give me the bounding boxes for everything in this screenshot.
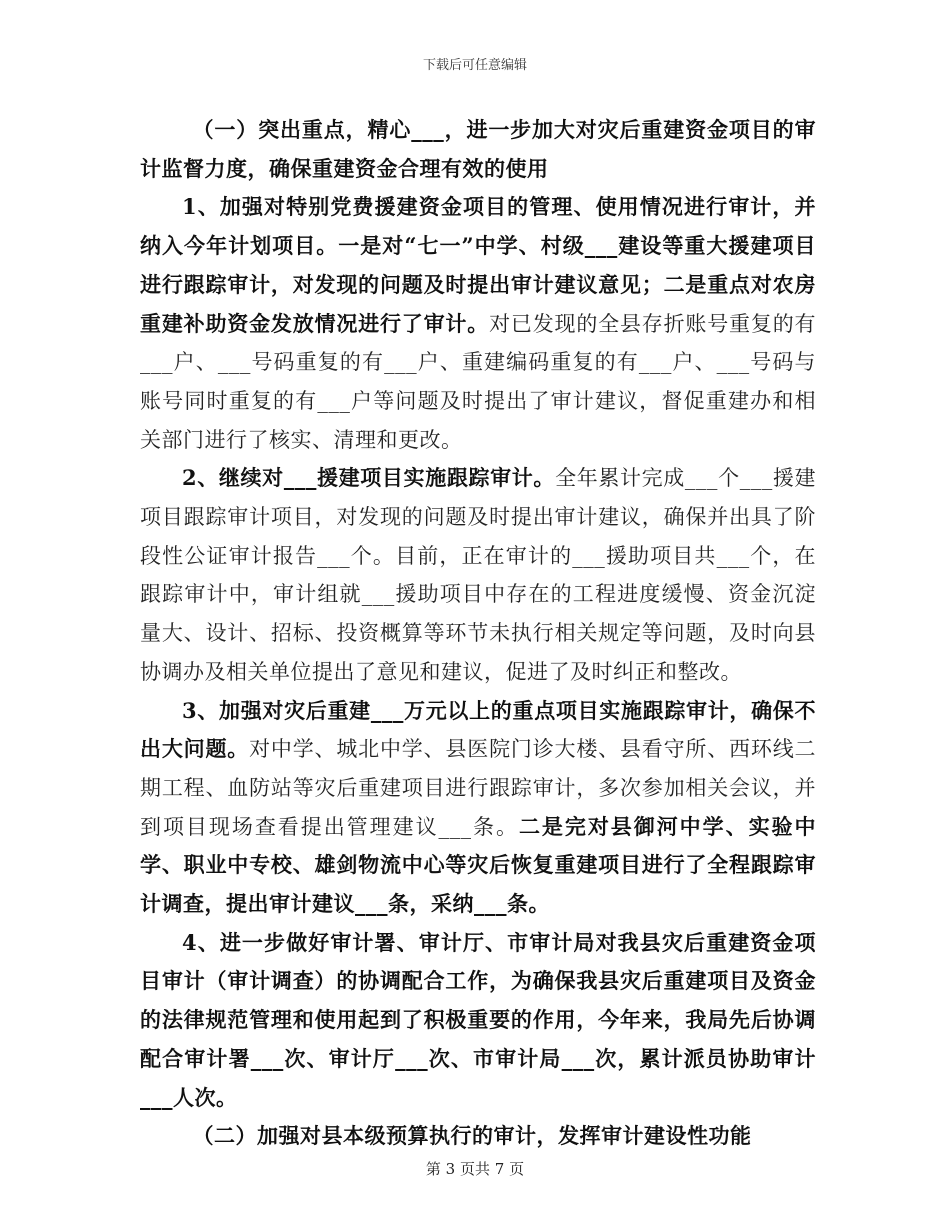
page-number: 第 3 页共 7 页 <box>425 1160 525 1178</box>
paragraph-lead: 3、加强对灾后重建___万元以上的重点项目实施跟踪审计，确保不出大问题。 <box>140 697 816 762</box>
paragraph-body: 对已发现的全县存折账号重复的有___户、___号码重复的有___户、重建编码重复的有___户、___号码与账号同时重复的有___户等问题及时提出了审计建议，督促重建办和相关部门进行了核实、清理和更改。 <box>140 311 817 452</box>
heading-text: （一）突出重点，精心___，进一步加大对灾后重建资金项目的审计监督力度，确保重建资金合理有效的使用 <box>140 117 816 181</box>
paragraph-lead: 2、继续对___援建项目实施跟踪审计。 <box>182 465 556 491</box>
paragraph-2 <box>140 459 816 691</box>
paragraph-3 <box>140 692 816 924</box>
section-heading-1 <box>140 111 816 188</box>
section-heading-2 <box>140 1117 816 1156</box>
paragraph-body: 对中学、城北中学、县医院门诊大楼、县看守所、西环线二期工程、血防站等灾后重建项目进行跟踪审计，多次参加相关会议，并到项目现场查看提出管理建议___条。 <box>140 737 817 839</box>
heading-text: （二）加强对县本级预算执行的审计，发挥审计建设性功能 <box>192 1123 752 1149</box>
paragraph-body: 全年累计完成___个___援建项目跟踪审计项目，对发现的问题及时提出审计建议，确保并出具了阶段性公证审计报告___个。目前，正在审计的___援助项目共___个，在跟踪审计中，审计组就___援助项目中存在的工程进度缓慢、资金沉淀量大、设计、招标、投资概算等环节未执行相关规定等问题，及时向县协调办及相关单位提出了意见和建议，促进了及时纠正和整改。 <box>140 466 816 684</box>
page-header: 下载后可任意编辑 <box>422 58 527 73</box>
paragraph-lead: 1、加强对特别党费援建资金项目的管理、使用情况进行审计，并纳入今年计划项目。一是对“七一”中学、村级___建设等重大援建项目进行跟踪审计，对发现的问题及时提出审计建议意见；二是重点对农房重建补助资金发放情况进行了审计。 <box>140 194 816 336</box>
paragraph-tail: 二是完对县御河中学、实验中学、职业中专校、雄剑物流中心等灾后恢复重建项目进行了全程跟踪审计调查，提出审计建议___条，采纳___条。 <box>140 813 817 917</box>
paragraph-4 <box>140 924 816 1118</box>
paragraph-lead: 4、进一步做好审计署、审计厅、市审计局对我县灾后重建资金项目审计（审计调查）的协调配合工作，为确保我县灾后重建项目及资金的法律规范管理和使用起到了积极重要的作用，今年来，我局先后协调配合审计署___次、审计厅___次、市审计局___次，累计派员协助审计___人次。 <box>140 929 816 1110</box>
paragraph-1 <box>140 188 816 459</box>
document-body <box>140 111 816 1156</box>
